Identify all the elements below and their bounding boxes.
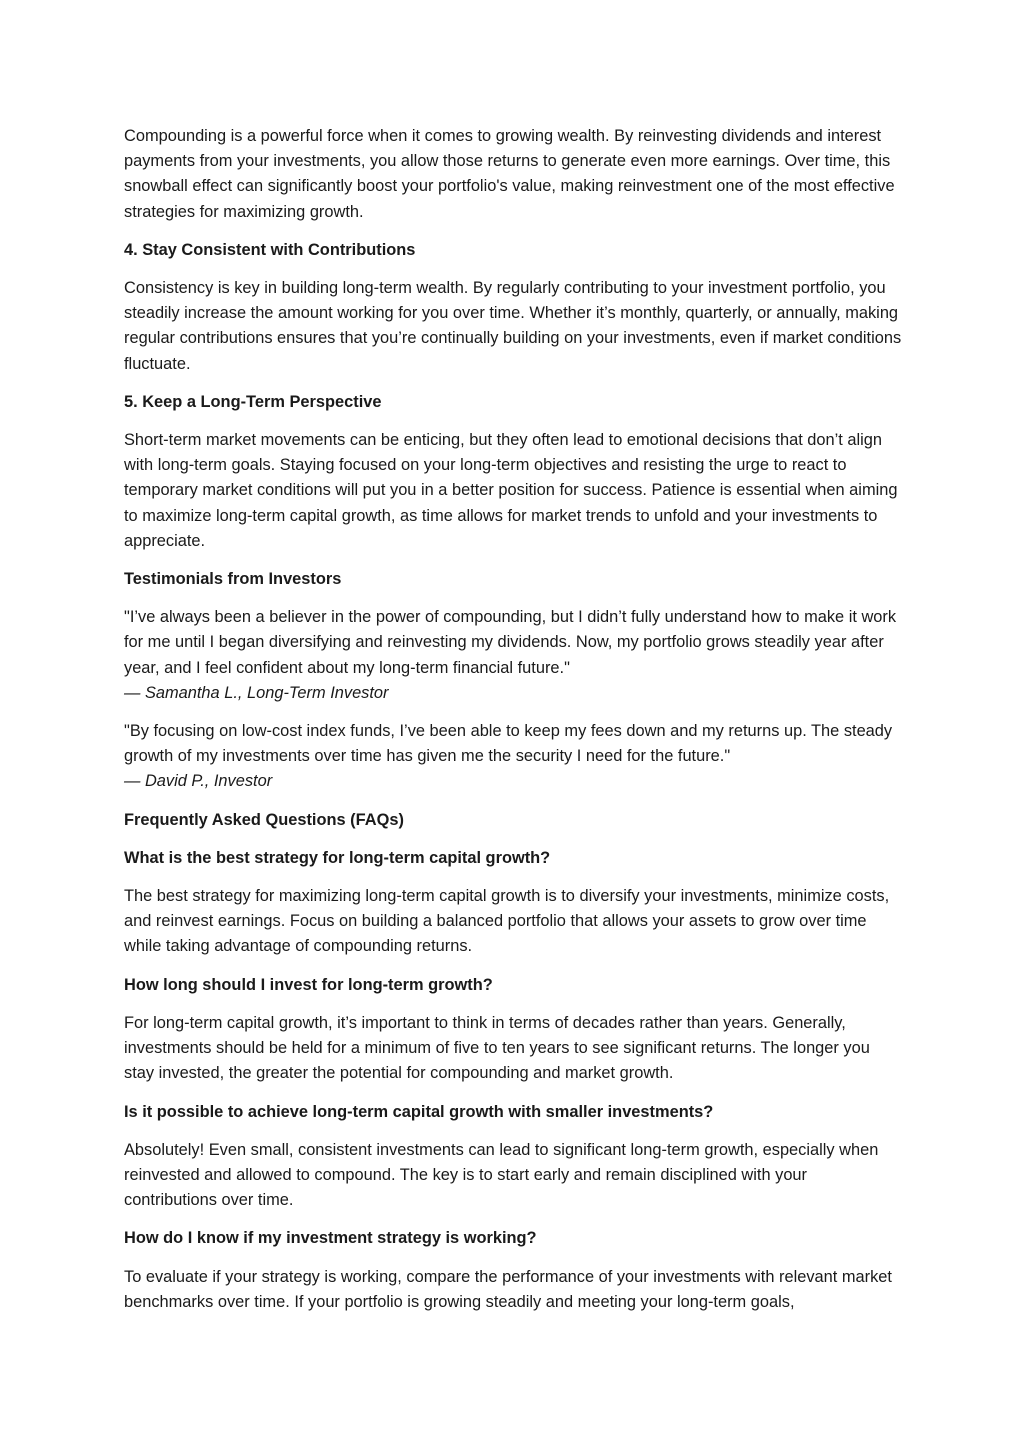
faq-question: How long should I invest for long-term growth? bbox=[124, 975, 493, 994]
faq-answer: The best strategy for maximizing long-term capital growth is to diversify your investments, minimize costs, and reinvest earnings. Focus on building a balanced portfolio that allows your assets to grow over time while taking advantage of compounding returns. bbox=[124, 887, 890, 956]
faq-answer: For long-term capital growth, it’s important to think in terms of decades rather than years. Generally, investments should be held for a minimum of five to ten years to see significant returns. The longer you stay invested, the greater the potential for compounding and market growth. bbox=[124, 1013, 870, 1083]
testimonial-item bbox=[124, 719, 904, 795]
document-page bbox=[124, 124, 904, 1328]
testimonial-quote: "I’ve always been a believer in the power of compounding, but I didn’t fully understand how to make it work for me until I began diversifying and reinvesting my dividends. Now, my portfolio grows steadily year after year, and I feel confident about my long-term financial future." bbox=[124, 608, 897, 677]
faq-question: What is the best strategy for long-term capital growth? bbox=[124, 848, 551, 867]
faq-answer: Absolutely! Even small, consistent investments can lead to significant long-term growth, especially when reinvested and allowed to compound. The key is to start early and remain disciplined with your contributions over time. bbox=[124, 1140, 879, 1210]
section-heading-contributions: 4. Stay Consistent with Contributions bbox=[124, 240, 416, 259]
testimonial-author: — Samantha L., Long-Term Investor bbox=[124, 683, 389, 702]
testimonials-heading: Testimonials from Investors bbox=[124, 570, 342, 589]
testimonial-quote: "By focusing on low-cost index funds, I’ve been able to keep my fees down and my returns up. The steady growth of my investments over time has given me the security I need for the future." bbox=[124, 722, 893, 766]
section-body-contributions: Consistency is key in building long-term wealth. By regularly contributing to your investment portfolio, you steadily increase the amount working for you over time. Whether it’s monthly, quarterly, or annually, making regular contributions ensures that you’re continually building on your investments, even if market conditions fluctuate. bbox=[124, 279, 902, 373]
faq-question: How do I know if my investment strategy is working? bbox=[124, 1229, 537, 1248]
intro-paragraph: Compounding is a powerful force when it comes to growing wealth. By reinvesting dividends and interest payments from your investments, you allow those returns to generate even more earnings. Over time, this snowball effect can significantly boost your portfolio's value, making reinvestment one of the most effective strategies for maximizing growth. bbox=[124, 127, 895, 221]
faq-heading: Frequently Asked Questions (FAQs) bbox=[124, 810, 404, 829]
testimonial-author: — David P., Investor bbox=[124, 772, 273, 791]
faq-question: Is it possible to achieve long-term capital growth with smaller investments? bbox=[124, 1102, 714, 1121]
section-heading-long-term-perspective: 5. Keep a Long-Term Perspective bbox=[124, 392, 382, 411]
faq-answer: To evaluate if your strategy is working, compare the performance of your investments with relevant market benchmarks over time. If your portfolio is growing steadily and meeting your long-term goals, bbox=[124, 1267, 892, 1311]
section-body-long-term-perspective: Short-term market movements can be enticing, but they often lead to emotional decisions that don’t align with long-term goals. Staying focused on your long-term objectives and resisting the urge to react to temporary market conditions will put you in a better position for success. Patience is essential when aiming to maximize long-term capital growth, as time allows for market trends to unfold and your investments to appreciate. bbox=[124, 431, 898, 550]
testimonial-item bbox=[124, 605, 904, 706]
